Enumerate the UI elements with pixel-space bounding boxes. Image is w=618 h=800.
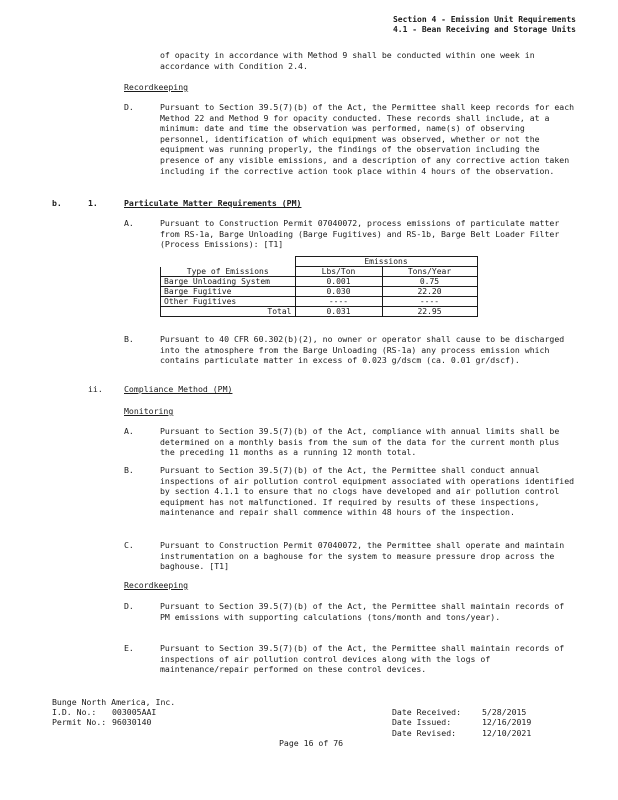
footer-issued-value: 12/16/2019	[482, 717, 532, 727]
emission-lb-cell: 0.030	[295, 287, 382, 297]
item-label: C.	[124, 540, 134, 550]
footer-issued-label: Date Issued:	[392, 717, 452, 727]
footer-received-value: 5/28/2015	[482, 707, 527, 717]
footer-permit-value: 96030140	[112, 717, 152, 727]
table-total-row	[161, 307, 478, 317]
monitoring-item-text: Pursuant to Section 39.5(7)(b) of the Act, compliance with annual limits shall be determined on a monthly basis from the sum of the data for the current month plus the preceding 11 months as a running 12 month total.	[160, 426, 560, 458]
footer-permit-label: Permit No.:	[52, 717, 107, 727]
item-label: B.	[124, 334, 134, 344]
item-label: B.	[124, 465, 134, 475]
total-tons-cell: 22.95	[382, 307, 477, 317]
emission-lb-cell: 0.001	[295, 277, 382, 287]
emissions-group-header: Emissions	[295, 257, 477, 267]
table-header-row	[161, 257, 478, 267]
footer-revised-label: Date Revised:	[392, 728, 457, 738]
item-text: Pursuant to 40 CFR 60.302(b)(2), no owner or operator shall cause to be discharged into the atmosphere from the Barge Unloading (RS-1a) any process emission which contains particulate matter in excess of 0.023 g/dscm (ca. 0.01 gr/dscf).	[160, 334, 565, 366]
recordkeeping-item-text: Pursuant to Section 39.5(7)(b) of the Act, the Permittee shall maintain records of PM emissions with supporting calculations (tons/month and tons/year).	[160, 601, 565, 622]
monitoring-item-text: Pursuant to Construction Permit 07040072, the Permittee shall operate and maintain instrumentation on a baghouse for the system to measure pressure drop across the baghouse. [T1]	[160, 540, 565, 572]
item-label: E.	[124, 643, 134, 653]
recordkeeping-heading: Recordkeeping	[124, 82, 189, 92]
emission-lb-cell: ----	[295, 297, 382, 307]
table-row	[161, 287, 478, 297]
emission-tons-cell: 22.20	[382, 287, 477, 297]
recordkeeping-item-text: Pursuant to Section 39.5(7)(b) of the Act, the Permittee shall keep records for each Method 22 and Method 9 for opacity conducted. These records shall include, at a minimum: date and time the observation was performed, name(s) of observing personnel, identification of which equipment was observed, whether or not the equipment was running properly, the findings of the observation including the presence of any visible emissions, and a description of any corrective action taken including if the corrective action took place within 4 hours of the observation.	[160, 102, 575, 176]
page-number: Page 16 of 76	[279, 738, 344, 748]
emission-type-cell: Barge Unloading System	[161, 277, 296, 287]
footer-id-label: I.D. No.:	[52, 707, 97, 717]
emission-tons-cell: 0.75	[382, 277, 477, 287]
col-type-header: Type of Emissions	[161, 267, 296, 277]
section-number: 1.	[88, 198, 98, 208]
footer-revised-value: 12/10/2021	[482, 728, 532, 738]
item-label: D.	[124, 102, 134, 112]
monitoring-item-text: Pursuant to Section 39.5(7)(b) of the Act, the Permittee shall conduct annual inspections of air pollution control equipment associated with operations identified by section 4.1.1 to ensure that no clogs have developed and air pollution control equipment has not malfunctioned. If required by results of these inspections, maintenance and repair shall commence within 48 hours of the inspection.	[160, 465, 575, 518]
item-label: D.	[124, 601, 134, 611]
table-row	[161, 297, 478, 307]
total-label: Total	[161, 307, 296, 317]
header-subsection-title: 4.1 - Bean Receiving and Storage Units	[392, 25, 576, 34]
compliance-heading: Compliance Method (PM)	[124, 384, 233, 394]
monitoring-heading: Monitoring	[124, 406, 174, 416]
item-text: Pursuant to Construction Permit 07040072, process emissions of particulate matter from RS-1a, Barge Unloading (Barge Fugitives) and RS-1b, Barge Belt Loader Filter (Process Emissions): [T1]	[160, 218, 560, 250]
emission-type-cell: Barge Fugitive	[161, 287, 296, 297]
intro-text: of opacity in accordance with Method 9 shall be conducted within one week in accordance with Condition 2.4.	[160, 50, 535, 71]
col-tons-header: Tons/Year	[382, 267, 477, 277]
header-section-title: Section 4 - Emission Unit Requirements	[392, 15, 576, 24]
section-label: b.	[52, 198, 62, 208]
section-title: Particulate Matter Requirements (PM)	[124, 198, 302, 208]
compliance-label: ii.	[88, 384, 103, 394]
table-row	[161, 277, 478, 287]
footer-company: Bunge North America, Inc.	[52, 697, 176, 707]
emission-type-cell: Other Fugitives	[161, 297, 296, 307]
emission-tons-cell: ----	[382, 297, 477, 307]
footer-received-label: Date Received:	[392, 707, 462, 717]
item-label: A.	[124, 218, 134, 228]
item-label: A.	[124, 426, 134, 436]
footer-id-value: 003005AAI	[112, 707, 157, 717]
recordkeeping-item-text: Pursuant to Section 39.5(7)(b) of the Act, the Permittee shall maintain records of inspections of air pollution control devices along with the logs of maintenance/repair performed on these control devices.	[160, 643, 565, 675]
recordkeeping-heading: Recordkeeping	[124, 580, 189, 590]
emissions-table	[160, 256, 478, 317]
col-lb-header: Lbs/Ton	[295, 267, 382, 277]
total-lb-cell: 0.031	[295, 307, 382, 317]
table-header-row	[161, 267, 478, 277]
